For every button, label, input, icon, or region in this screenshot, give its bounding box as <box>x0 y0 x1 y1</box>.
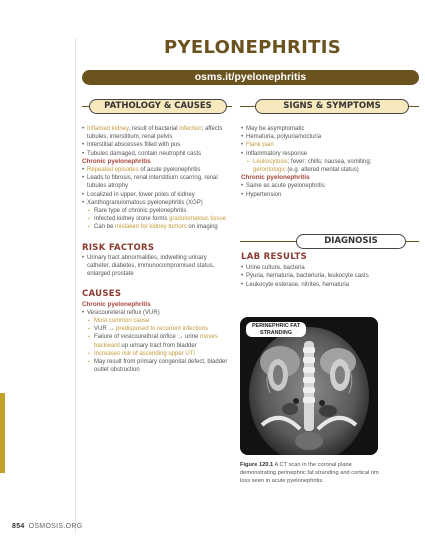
ct-scan-drawing <box>240 317 378 455</box>
lab-bullet-3: • Leukocyte esterase, nitrites, hematuria <box>241 281 391 289</box>
lab-bullet-2: • Pyuria, hematuria, bacteriuria, leukocyte casts <box>241 272 391 280</box>
signs-chronic-bullet-2: • Hypertension <box>241 191 391 199</box>
side-tab <box>0 393 5 473</box>
causes-bullet-1: • Vesicoureteral reflux (VUR) <box>82 309 230 317</box>
footer-site[interactable]: OSMOSIS.ORG <box>28 523 83 530</box>
vur-sub-bullet-1: ▪ Most common cause <box>82 317 230 325</box>
chronic-bullet-4: • Xanthogranulomatous pyelonephritis (XGP) <box>82 199 230 207</box>
figure-caption-text: A CT scan in the coronal plane demonstrating perinephric fat stranding and cortical rim loss seen in acute pyelonephritis. <box>240 462 379 484</box>
page-title: PYELONEPHRITIS <box>164 37 341 58</box>
lab-results-heading: LAB RESULTS <box>241 252 308 262</box>
xgp-sub-bullet-2: ▪ Infected kidney stone forms granulomatous tissue <box>82 215 230 223</box>
signs-chronic-bullet-1: • Same as acute pyelonephritis <box>241 182 391 190</box>
signs-chronic-subheading: Chronic pyelonephritis <box>241 174 310 182</box>
xgp-sub-bullet-1: ▪ Rare type of chronic pyelonephritis <box>82 207 230 215</box>
page-footer <box>12 523 82 530</box>
signs-bullet-1: • May be asymptomatic <box>241 125 391 133</box>
figure-caption <box>240 461 380 485</box>
signs-bullet-4: • Inflammatory response <box>241 150 391 158</box>
pathology-bullet-3: • Tubules damaged, contain neutrophil casts <box>82 150 230 158</box>
margin-rule <box>75 38 76 533</box>
causes-heading: CAUSES <box>82 289 122 300</box>
signs-heading: SIGNS & SYMPTOMS <box>255 99 409 114</box>
ct-image-label: PERINEPHRIC FAT STRANDING <box>246 322 306 337</box>
vur-sub-bullet-2: ▪ VUR → predisposed to recurrent infections <box>82 325 230 333</box>
vur-sub-bullet-4: ▪ Increases risk of ascending upper UTI <box>82 350 230 358</box>
vur-sub-bullet-5: ▪ May result from primary congenital defect, bladder outlet obstruction <box>82 358 230 374</box>
signs-bullet-3: • Flank pain <box>241 141 391 149</box>
causes-chronic-subheading: Chronic pyelonephritis <box>82 300 151 308</box>
chronic-bullet-1: • Repeated episodes of acute pyelonephritis <box>82 166 230 174</box>
lab-column <box>241 253 391 289</box>
left-column <box>82 125 230 374</box>
page-number: 854 <box>12 523 25 530</box>
url-banner[interactable]: osms.it/pyelonephritis <box>82 70 419 85</box>
inflammatory-sub-bullet: ▪ Leukocytosis; fever; chills; nausea, vomiting; gerontologic (e.g. altered mental status) <box>241 158 391 174</box>
signs-bullet-2: • Hematuria, polyuria/nocturia <box>241 133 391 141</box>
risk-bullet-1: • Urinary tract abnormalities, indwelling urinary catheter, diabetes, immunocompromised status, enlarged prostate <box>82 254 230 279</box>
ct-scan-image <box>240 317 378 455</box>
chronic-bullet-2: • Leads to fibrosis, renal interstitium scarring, renal tubules atrophy <box>82 174 230 190</box>
vur-sub-bullet-3: ▪ Failure of vesicourethral orifice → urine moves backward up urinary tract from bladder <box>82 333 230 349</box>
risk-factors-heading: RISK FACTORS <box>82 242 155 253</box>
pathology-bullet-1: • Inflamed kidney, result of bacterial infection; affects tubules, interstitium, renal pelvis <box>82 125 230 141</box>
pathology-heading: PATHOLOGY & CAUSES <box>89 99 227 114</box>
signs-column <box>241 125 391 199</box>
pathology-bullet-2: • Interstitial abscesses filled with pus <box>82 141 230 149</box>
chronic-pyelonephritis-subheading: Chronic pyelonephritis <box>82 157 151 165</box>
chronic-bullet-3: • Localized in upper, lower poles of kidney <box>82 191 230 199</box>
xgp-sub-bullet-3: ▪ Can be mistaken for kidney tumors on imaging <box>82 223 230 231</box>
diagnosis-heading: DIAGNOSIS <box>296 234 406 249</box>
figure-caption-number: Figure 120.1 <box>240 462 274 468</box>
lab-bullet-1: • Urine culture, bacteria <box>241 264 391 272</box>
